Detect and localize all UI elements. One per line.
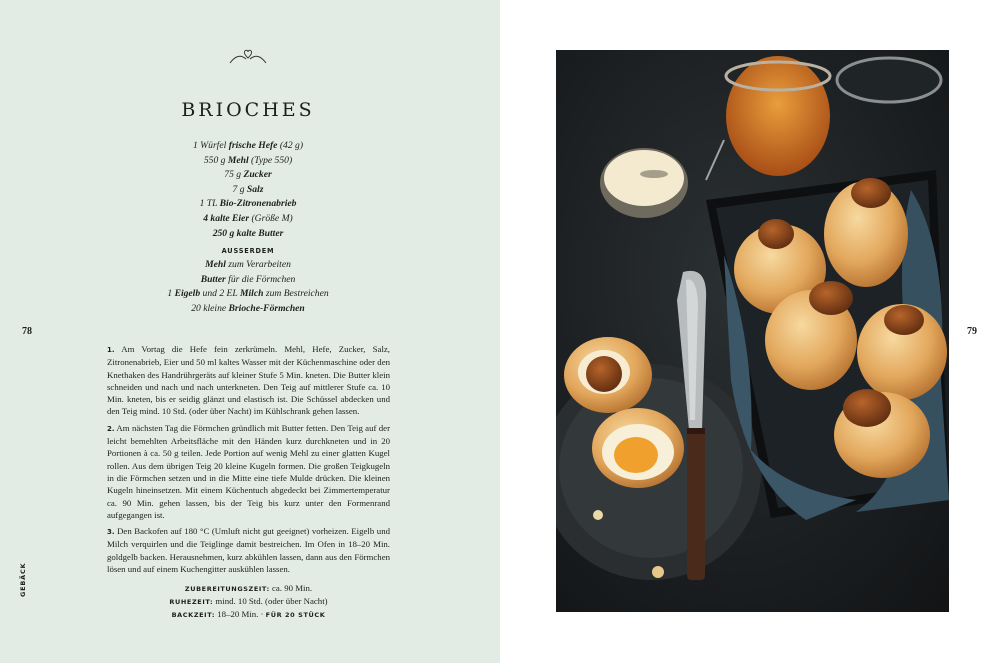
ingredient-name: Eigelb (174, 288, 201, 300)
step-number: 1. (107, 346, 115, 354)
ingredient-name: 4 kalte Eier (203, 212, 250, 224)
prep-value: ca. 90 Min. (269, 583, 313, 593)
ingredient-line (100, 154, 396, 169)
ingredient-name: Butter (200, 273, 226, 285)
step-number: 3. (107, 528, 115, 537)
ingredient-text: (Type 550) (248, 154, 293, 166)
prep-time (107, 582, 390, 595)
bake-time (107, 608, 390, 621)
yield-label: FÜR 20 STÜCK (265, 611, 326, 619)
extras-heading: AUSSERDEM (221, 247, 275, 256)
ingredient-name: 250 g kalte Butter (212, 227, 284, 239)
bake-value: 18–20 Min. · (215, 609, 266, 619)
ingredient-name: Bio-Zitronenabrieb (219, 198, 297, 210)
ingredient-list (100, 139, 396, 317)
ingredient-line (100, 183, 396, 198)
section-side-label: GEBÄCK (19, 562, 27, 597)
prep-label: ZUBEREITUNGSZEIT: (184, 585, 270, 593)
ingredient-text: 1 TL (199, 198, 220, 210)
ingredient-line (100, 227, 396, 242)
ingredient-line (100, 273, 396, 288)
ingredient-text: (42 g) (277, 140, 304, 151)
ingredient-text: (Größe M) (249, 212, 293, 224)
ingredient-text: 550 g (203, 154, 228, 166)
recipe-meta (107, 582, 390, 621)
ingredient-text: für die Förmchen (225, 273, 296, 285)
ingredient-line (100, 212, 396, 227)
ingredient-line (100, 287, 396, 302)
page-number-left: 78 (22, 326, 32, 337)
brioche-photo-image (556, 50, 949, 612)
ingredient-name: Zucker (243, 169, 272, 181)
ingredient-line (100, 258, 396, 273)
heart-flourish-icon (226, 46, 270, 68)
ingredient-text: zum Bestreichen (263, 288, 329, 300)
rest-time (107, 595, 390, 608)
ingredient-text: und 2 EL (200, 288, 240, 300)
bake-label: BACKZEIT: (171, 611, 216, 619)
ingredient-line (100, 139, 396, 154)
step-number: 2. (107, 424, 115, 433)
step-text: Am nächsten Tag die Förmchen gründlich mit Butter fetten. Den Teig auf der leicht bemehlten Arbeitsfläche mit den Händen kurz durchkneten und in 20 Portionen à ca. 50 g teilen. Jede Portion auf wenig Mehl zu einer glatten Kugel rollen. Aus dem übrigen Teig 20 kleine Kugeln formen. Die großen Teigkugeln in die Förmchen setzen und in die Mitte eine tiefe Mulde drücken. Die kleinen Kugeln hineinsetzen. Mit einem Küchentuch abgedeckt bei Zimmertemperatur ca. 90 Min. gehen lassen, bis der Teig bis kurz unter den Formenrand aufgegangen ist. (107, 422, 390, 520)
page-number-right: 79 (967, 326, 977, 337)
ingredient-text: 75 g (224, 169, 244, 181)
ingredient-name: frische Hefe (228, 140, 278, 151)
instruction-steps (107, 343, 390, 579)
ingredient-name: Mehl (205, 259, 226, 271)
step-3 (107, 525, 390, 575)
step-text: Den Backofen auf 180 °C (Umluft nicht gut geeignet) vorheizen. Eigelb und Milch verquirlen und die Teiglinge damit bestreichen. Im Ofen in 18–20 Min. goldgelb backen. Herausnehmen, kurz abkühlen lassen, dann aus den Förmchen lösen und auf einem Kuchengitter auskühlen lassen. (107, 526, 390, 575)
ingredient-text: zum Verarbeiten (225, 259, 291, 271)
rest-label: RUHEZEIT: (169, 598, 214, 606)
ingredient-line (100, 197, 396, 212)
rest-value: mind. 10 Std. (oder über Nacht) (213, 596, 328, 606)
step-2 (107, 422, 390, 521)
ingredient-line (100, 168, 396, 183)
ingredient-text: 20 kleine (191, 302, 229, 314)
step-text: Am Vortag die Hefe fein zerkrümeln. Mehl, Hefe, Zucker, Salz, Zitronenabrieb, Eier und 50 ml kaltes Wasser mit der Küchenmaschine oder den Knethaken des Handrührgeräts auf kleiner Stufe 5 Min. kneten. Die Butter klein schneiden und nach und nach unterkneten. Den Teig auf mittlerer Stufe ca. 10 Min. kneten, bis er seidig glänzt und elastisch ist. Die Schüssel abdecken und den Teig mind. 10 Std. (oder über Nacht) im Kühlschrank gehen lassen. (107, 344, 390, 417)
ingredient-name: Milch (239, 288, 264, 300)
step-1 (107, 343, 390, 418)
ingredient-text: 7 g (232, 183, 247, 195)
ingredient-line (100, 302, 396, 317)
main-ingredients (100, 139, 396, 241)
ingredient-text: 1 (167, 288, 175, 300)
ingredient-name: Brioche-Förmchen (228, 302, 305, 314)
extra-ingredients (100, 258, 396, 316)
ingredient-name: Salz (246, 183, 264, 195)
ingredient-name: Mehl (227, 154, 249, 166)
ingredient-text: 1 Würfel (192, 140, 229, 151)
recipe-title: BRIOCHES (181, 98, 315, 121)
